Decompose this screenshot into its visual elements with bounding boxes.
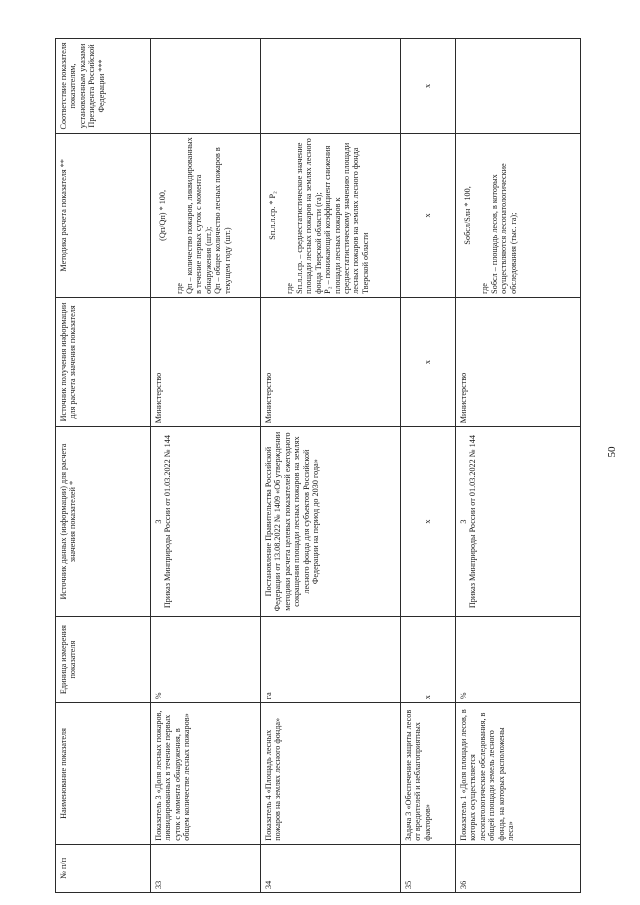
row-source-num: 3 (459, 519, 468, 524)
row-method (151, 133, 261, 297)
row-info-source: x (401, 297, 456, 426)
rotated-table-container (55, 38, 580, 893)
row-source (456, 427, 581, 617)
row-num: 36 (456, 844, 581, 892)
indicators-table (55, 38, 581, 893)
row-num: 35 (401, 844, 456, 892)
row-formula: Sп.л.л.ср. * P₂ (268, 191, 277, 240)
header-name: Наименование показателя (56, 703, 151, 844)
row-name: Задача 3 «Обеспечение защиты лесов от вредителей и неблагоприятных факторов» (401, 703, 456, 844)
row-conformity (456, 39, 581, 134)
row-source-text: Приказ Минприроды России от 01.03.2022 № 144 (163, 435, 173, 609)
table-row (401, 39, 456, 893)
header-conformity: Соответствие показателя показателям, установленным указами Президента Российской Федерации *** (56, 39, 151, 134)
row-conformity (151, 39, 261, 134)
header-method: Методика расчета показателя ** (56, 133, 151, 297)
row-conformity: x (401, 39, 456, 134)
row-source (261, 427, 401, 617)
row-where: где Sобсл – площадь лесов, в которых осуществляются лесопатологические обследования (тыс. га); (480, 163, 518, 294)
row-source-text: Приказ Минприроды России от 01.03.2022 № 144 (468, 435, 478, 609)
row-unit: га (261, 616, 401, 702)
table-row (456, 39, 581, 893)
row-name: Показатель 3 «Доля лесных пожаров, ликвидированных в течение первых суток с момента обнаружения, в общем количестве лесных пожаров» (151, 703, 261, 844)
header-source: Источник данных (информации) для расчета значения показателей * (56, 427, 151, 617)
row-num: 33 (151, 844, 261, 892)
row-source-text: Постановление Правительства Российской Федерации от 13.08.2022 № 1409 «Об утверждении методики расчета целевых показателей ежегодного сокращения площади лесных пожаров на землях лесного фонда для субъектов Российской Федерации на период до 2030 года» (264, 431, 321, 612)
row-num: 34 (261, 844, 401, 892)
row-source-num: 3 (154, 519, 163, 524)
table-row (151, 39, 261, 893)
row-source (151, 427, 261, 617)
row-where: где Qп – количество пожаров, ликвидированных в течение первых суток с момента обнаружения (шт.); Qп – общее количество лесных пожаров в текущем году (шт.) (175, 137, 232, 294)
header-num: № п/п (56, 844, 151, 892)
row-conformity (261, 39, 401, 134)
header-unit: Единица измерения показателя (56, 616, 151, 702)
row-unit: % (456, 616, 581, 702)
row-unit: % (151, 616, 261, 702)
row-method (261, 133, 401, 297)
row-name: Показатель 4 «Площадь лесных пожаров на землях лесного фонда» (261, 703, 401, 844)
row-name: Показатель 1 «Доля площади лесов, в которых осуществляется лесопатологические обследования, в общей площади земель лесного фонда, на которых расположены леса» (456, 703, 581, 844)
row-method: x (401, 133, 456, 297)
row-formula: Sобсл/Sлн * 100, (463, 186, 472, 245)
row-unit: x (401, 616, 456, 702)
row-info-source: Министерство (456, 297, 581, 426)
row-method (456, 133, 581, 297)
row-formula: (Qп/Qп) * 100, (158, 189, 167, 241)
row-source: x (401, 427, 456, 617)
row-info-source: Министерство (261, 297, 401, 426)
row-info-source: Министерство (151, 297, 261, 426)
row-where: где Sп.л.л.ср. – среднестатистическое значение площади лесных пожаров на землях лесного фонда Тверской области (га); P₂ – понижающий коэффициент снижения площади лесных пожаров к среднестатистическому значению площади лесных пожаров на землях лесного фонда Тверской области (285, 138, 370, 294)
page-number: 50 (606, 446, 618, 458)
table-row (261, 39, 401, 893)
header-info-source: Источник получения информации для расчета значения показателя (56, 297, 151, 426)
header-row (56, 39, 151, 893)
